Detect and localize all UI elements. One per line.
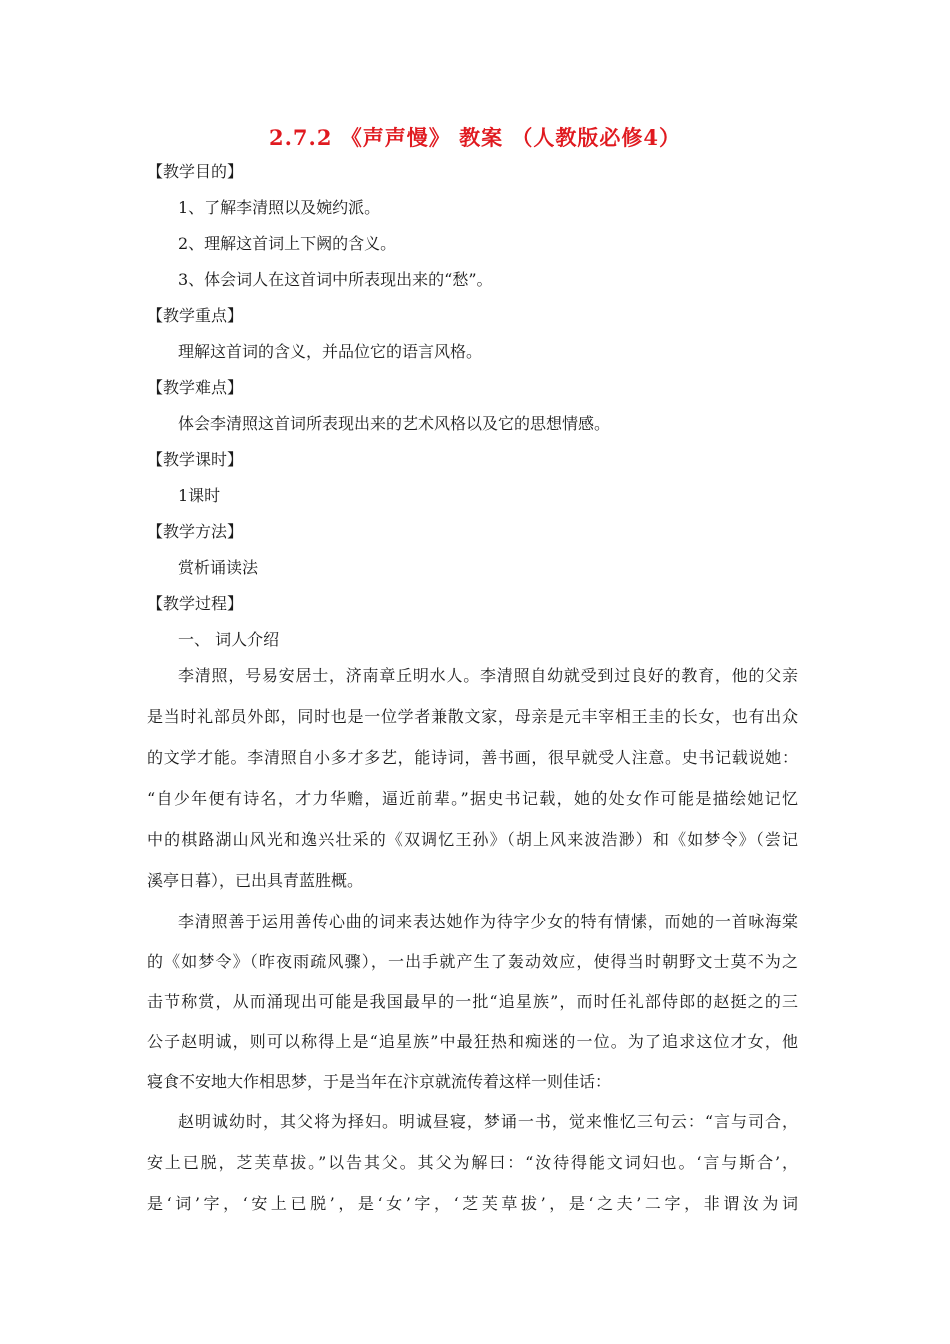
paragraph-line: “自少年便有诗名，才力华赡，逼近前辈。”据史书记载，她的处女作可能是描绘她记忆	[147, 789, 798, 808]
paragraph-line: 中的棋路湖山风光和逸兴壮采的《双调忆王孙》（胡上风来波浩渺）和《如梦令》（尝记	[147, 830, 798, 849]
document-title: 2.7.2 《声声慢》 教案 （人教版必修4）	[268, 125, 681, 150]
section-heading-key-points: 【教学重点】	[147, 306, 244, 325]
paragraph-line: 是当时礼部员外郎，同时也是一位学者兼散文家，母亲是元丰宰相王圭的长女，也有出众	[147, 707, 798, 726]
section-heading-process: 【教学过程】	[147, 594, 244, 613]
section-heading-hours: 【教学课时】	[147, 450, 244, 469]
paragraph-line: 公子赵明诚，则可以称得上是“追星族”中最狂热和痴迷的一位。为了追求这位才女，他	[147, 1032, 798, 1051]
paragraph-line: 的文学才能。李清照自小多才多艺，能诗词，善书画，很早就受人注意。史书记载说她：	[147, 748, 798, 767]
hours-text: 1课时	[178, 486, 221, 505]
section-heading-objectives: 【教学目的】	[147, 162, 244, 181]
paragraph-line: 李清照，号易安居士，济南章丘明水人。李清照自幼就受到过良好的教育，他的父亲	[178, 666, 798, 685]
paragraph-line: 赵明诚幼时，其父将为择妇。明诚昼寝，梦诵一书，觉来惟忆三句云：“言与司合，	[178, 1112, 798, 1131]
difficulties-text: 体会李清照这首词所表现出来的艺术风格以及它的思想情感。	[178, 414, 611, 433]
objective-item: 1、了解李清照以及婉约派。	[178, 198, 381, 217]
key-points-text: 理解这首词的含义，并品位它的语言风格。	[178, 342, 483, 361]
methods-text: 赏析诵读法	[178, 558, 259, 577]
objective-item: 2、理解这首词上下阙的含义。	[178, 234, 397, 253]
paragraph-line: 的《如梦令》（昨夜雨疏风骤），一出手就产生了轰动效应，使得当时朝野文士莫不为之	[147, 952, 798, 971]
paragraph-line: 安上已脱，芝芙草拔。”以告其父。其父为解曰：“汝待得能文词妇也。‘言与斯合’，	[147, 1153, 798, 1172]
paragraph-line: 寝食不安地大作相思梦，于是当年在汴京就流传着这样一则佳话：	[147, 1072, 612, 1091]
section-heading-difficulties: 【教学难点】	[147, 378, 244, 397]
section-heading-methods: 【教学方法】	[147, 522, 244, 541]
paragraph-line: 李清照善于运用善传心曲的词来表达她作为待字少女的特有情愫，而她的一首咏海棠	[178, 912, 798, 931]
process-subheading: 一、 词人介绍	[178, 630, 280, 649]
paragraph-line: 溪亭日暮），已出具青蓝胜概。	[147, 871, 364, 890]
objective-item: 3、体会词人在这首词中所表现出来的“愁”。	[178, 270, 493, 289]
paragraph-line: 是‘词’字，‘安上已脱’，是‘女’字，‘芝芙草拔’，是‘之夫’二字，非谓汝为词	[147, 1194, 798, 1213]
paragraph-line: 击节称赏，从而涌现出可能是我国最早的一批“追星族”，而时任礼部侍郎的赵挺之的三	[147, 992, 798, 1011]
